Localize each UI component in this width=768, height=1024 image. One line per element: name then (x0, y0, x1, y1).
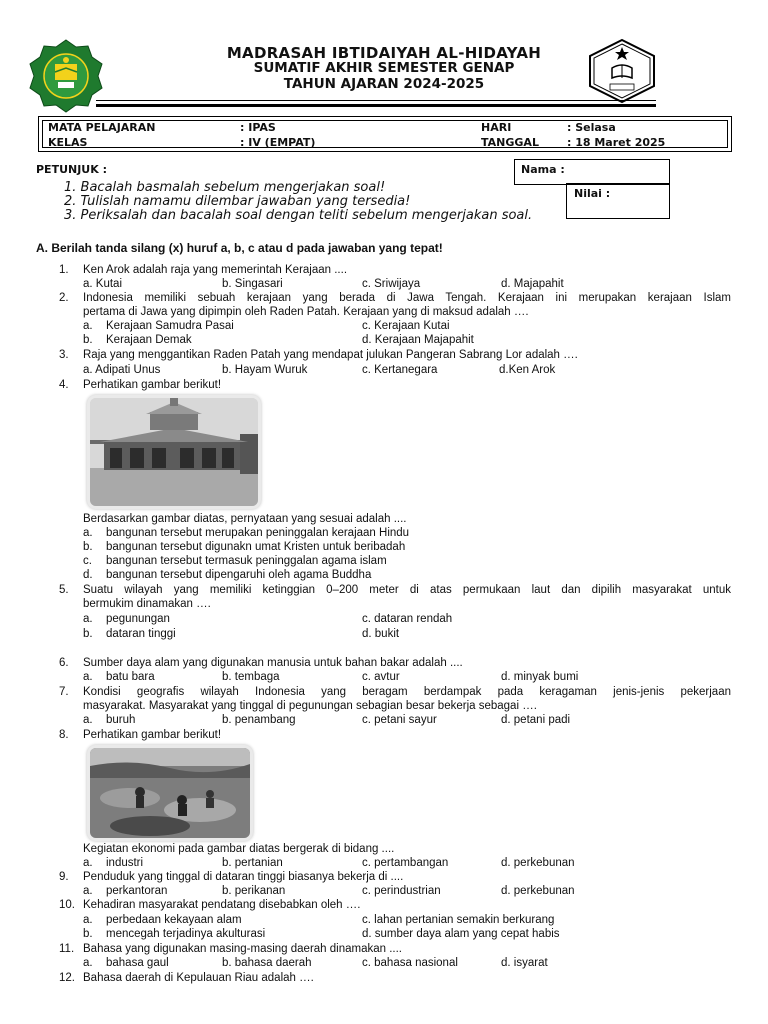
q11-option-d[interactable]: d. isyarat (501, 957, 548, 969)
q9-number: 9. (59, 871, 69, 883)
q10-option-a[interactable]: perbedaan kekayaan alam (106, 914, 242, 926)
q5-option-a-letter: a. (83, 613, 93, 625)
q11-option-c[interactable]: c. bahasa nasional (362, 957, 458, 969)
petunjuk-title: PETUNJUK : (36, 163, 107, 176)
q4-option-b-letter: b. (83, 541, 93, 553)
q2-option-b-letter: b. (83, 334, 93, 346)
q12-text: Bahasa daerah di Kepulauan Riau adalah …. (83, 972, 314, 984)
q7-text-line1: Kondisi geografis wilayah Indonesia yang beragam berdampak pada keragaman jenis-jenis pekerjaan (83, 686, 731, 698)
q6-text: Sumber daya alam yang digunakan manusia untuk bahan bakar adalah .... (83, 657, 463, 669)
q3-number: 3. (59, 349, 69, 361)
q8-option-a[interactable]: industri (106, 857, 144, 869)
q9-text: Penduduk yang tinggal di dataran tinggi biasanya bekerja di .... (83, 871, 404, 883)
q4-option-c[interactable]: bangunan tersebut termasuk peninggalan agama islam (106, 555, 387, 567)
q2-text-line1: Indonesia memiliki sebuah kerajaan yang berada di Jawa Tengah. Kerajaan ini merupakan kerajaan Islam (83, 292, 731, 304)
q7-option-a-letter: a. (83, 714, 93, 726)
q1-option-b[interactable]: b. Singasari (222, 278, 283, 290)
q2-option-a-letter: a. (83, 320, 93, 332)
value-hari: : Selasa (567, 121, 616, 134)
mosque-photo (90, 398, 258, 506)
q7-option-c[interactable]: c. petani sayur (362, 714, 437, 726)
q9-option-a[interactable]: perkantoran (106, 885, 168, 897)
name-label: Nama : (521, 163, 565, 176)
school-name: MADRASAH IBTIDAIYAH AL-HIDAYAH (226, 44, 542, 62)
q6-option-a-letter: a. (83, 671, 93, 683)
value-tanggal: : 18 Maret 2025 (567, 136, 666, 149)
q4-number: 4. (59, 379, 69, 391)
q8-option-c[interactable]: c. pertambangan (362, 857, 449, 869)
mining-photo (90, 748, 250, 838)
q5-text-line1: Suatu wilayah yang memiliki ketinggian 0–200 meter di atas permukaan laut dan dipilih masyarakat untuk (83, 584, 731, 596)
q8-stem: Kegiatan ekonomi pada gambar diatas bergerak di bidang .... (83, 843, 395, 855)
q7-option-d[interactable]: d. petani padi (501, 714, 571, 726)
q12-number: 12. (59, 972, 75, 984)
header-rule-thick (96, 104, 656, 107)
q11-option-a-letter: a. (83, 957, 93, 969)
q1-option-c[interactable]: c. Sriwijaya (362, 278, 421, 290)
q7-option-a[interactable]: buruh (106, 714, 136, 726)
q2-option-d[interactable]: d. Kerajaan Majapahit (362, 334, 474, 346)
q5-option-a[interactable]: pegunungan (106, 613, 170, 625)
label-mapel: MATA PELAJARAN (48, 121, 156, 134)
header-rule-thin (96, 100, 656, 101)
q8-option-d[interactable]: d. perkebunan (501, 857, 575, 869)
label-tanggal: TANGGAL (481, 136, 539, 149)
q8-text: Perhatikan gambar berikut! (83, 729, 222, 741)
q11-option-a[interactable]: bahasa gaul (106, 957, 169, 969)
petunjuk-item-3: 3. Periksalah dan bacalah soal dengan teliti sebelum mengerjakan soal. (64, 208, 533, 223)
q9-option-c[interactable]: c. perindustrian (362, 885, 441, 897)
q11-option-b[interactable]: b. bahasa daerah (222, 957, 312, 969)
q6-option-c[interactable]: c. avtur (362, 671, 400, 683)
q5-option-b[interactable]: dataran tinggi (106, 628, 176, 640)
exam-title: SUMATIF AKHIR SEMESTER GENAP (253, 60, 515, 76)
q1-number: 1. (59, 264, 69, 276)
q8-option-a-letter: a. (83, 857, 93, 869)
q4-option-a-letter: a. (83, 527, 93, 539)
q5-option-b-letter: b. (83, 628, 93, 640)
section-a-instruction: A. Berilah tanda silang (x) huruf a, b, c atau d pada jawaban yang tepat! (36, 241, 443, 255)
q10-option-c[interactable]: c. lahan pertanian semakin berkurang (362, 914, 555, 926)
q3-option-a[interactable]: a. Adipati Unus (83, 364, 161, 376)
academic-year: TAHUN AJARAN 2024-2025 (283, 76, 485, 92)
value-kelas: : IV (EMPAT) (240, 136, 316, 149)
q1-option-a[interactable]: a. Kutai (83, 278, 122, 290)
q10-text: Kehadiran masyarakat pendatang disebabkan oleh …. (83, 899, 361, 911)
q5-option-d[interactable]: d. bukit (362, 628, 400, 640)
q10-option-b-letter: b. (83, 928, 93, 940)
q10-option-d[interactable]: d. sumber daya alam yang cepat habis (362, 928, 560, 940)
q4-text: Perhatikan gambar berikut! (83, 379, 222, 391)
q2-text-line2: pertama di Jawa yang dipimpin oleh Raden Patah. Kerajaan yang di maksud adalah …. (83, 306, 529, 318)
q10-number: 10. (59, 899, 75, 911)
q6-option-a[interactable]: batu bara (106, 671, 155, 683)
q7-number: 7. (59, 686, 69, 698)
q9-option-b[interactable]: b. perikanan (222, 885, 286, 897)
value-mapel: : IPAS (240, 121, 276, 134)
q2-number: 2. (59, 292, 69, 304)
q6-option-b[interactable]: b. tembaga (222, 671, 280, 683)
q10-option-a-letter: a. (83, 914, 93, 926)
q3-option-c[interactable]: c. Kertanegara (362, 364, 438, 376)
q6-option-d[interactable]: d. minyak bumi (501, 671, 579, 683)
q7-option-b[interactable]: b. penambang (222, 714, 296, 726)
q4-option-d[interactable]: bangunan tersebut dipengaruhi oleh agama Buddha (106, 569, 372, 581)
q9-option-a-letter: a. (83, 885, 93, 897)
q9-option-d[interactable]: d. perkebunan (501, 885, 575, 897)
q11-text: Bahasa yang digunakan masing-masing daerah dinamakan .... (83, 943, 403, 955)
q1-text: Ken Arok adalah raja yang memerintah Kerajaan .... (83, 264, 348, 276)
q7-text-line2: masyarakat. Masyarakat yang tinggal di pegunungan sebagian besar bekerja sebagai …. (83, 700, 537, 712)
score-label: Nilai : (574, 187, 611, 200)
petunjuk-item-1: 1. Bacalah basmalah sebelum mengerjakan soal! (64, 180, 386, 195)
q1-option-d[interactable]: d. Majapahit (501, 278, 564, 290)
q3-option-d[interactable]: d.Ken Arok (499, 364, 556, 376)
q11-number: 11. (59, 943, 75, 955)
q10-option-b[interactable]: mencegah terjadinya akulturasi (106, 928, 266, 940)
q3-option-b[interactable]: b. Hayam Wuruk (222, 364, 308, 376)
q2-option-a[interactable]: Kerajaan Samudra Pasai (106, 320, 234, 332)
q3-text: Raja yang menggantikan Raden Patah yang mendapat julukan Pangeran Sabrang Lor adalah …. (83, 349, 578, 361)
q4-option-d-letter: d. (83, 569, 93, 581)
q2-option-c[interactable]: c. Kerajaan Kutai (362, 320, 450, 332)
q2-option-b[interactable]: Kerajaan Demak (106, 334, 192, 346)
q4-option-a[interactable]: bangunan tersebut merupakan peninggalan kerajaan Hindu (106, 527, 410, 539)
label-kelas: KELAS (48, 136, 88, 149)
q5-text-line2: bermukim dinamakan …. (83, 598, 211, 610)
q5-number: 5. (59, 584, 69, 596)
q4-option-c-letter: c. (83, 555, 92, 567)
q6-number: 6. (59, 657, 69, 669)
q5-option-c[interactable]: c. dataran rendah (362, 613, 453, 625)
q8-option-b[interactable]: b. pertanian (222, 857, 283, 869)
petunjuk-item-2: 2. Tulislah namamu dilembar jawaban yang tersedia! (64, 194, 411, 209)
q4-option-b[interactable]: bangunan tersebut digunakn umat Kristen untuk beribadah (106, 541, 406, 553)
q4-stem: Berdasarkan gambar diatas, pernyataan yang sesuai adalah .... (83, 513, 407, 525)
q8-number: 8. (59, 729, 69, 741)
label-hari: HARI (481, 121, 512, 134)
